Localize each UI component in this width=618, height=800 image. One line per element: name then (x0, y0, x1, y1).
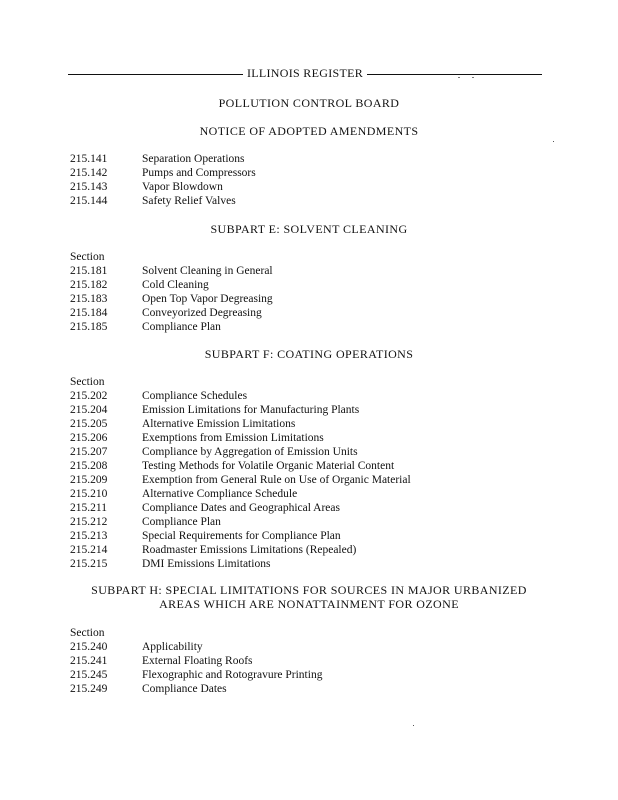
list-item: 215.212 Compliance Plan (70, 516, 221, 528)
list-item: 215.144 Safety Relief Valves (70, 195, 236, 207)
board-title: POLLUTION CONTROL BOARD (218, 96, 400, 110)
list-item: 215.141 Separation Operations (70, 153, 245, 165)
register-header (68, 66, 542, 81)
list-item: 215.213 Special Requirements for Compliance Plan (70, 530, 341, 542)
subpart-f-list (70, 375, 550, 571)
list-item: 215.184 Conveyorized Degreasing (70, 307, 262, 319)
list-item: 215.208 Testing Methods for Volatile Organic Material Content (70, 460, 395, 472)
list-item: 215.241 External Floating Roofs (70, 655, 253, 667)
subpart-h-list (70, 626, 550, 696)
list-item: 215.240 Applicability (70, 641, 203, 653)
list-item: 215.183 Open Top Vapor Degreasing (70, 293, 273, 305)
list-item: 215.182 Cold Cleaning (70, 279, 209, 291)
list-item: 215.143 Vapor Blowdown (70, 181, 223, 193)
subpart-h-heading-line2: AREAS WHICH ARE NONATTAINMENT FOR OZONE (159, 597, 459, 611)
list-item: 215.249 Compliance Dates (70, 683, 227, 695)
section-label: Section (70, 251, 105, 263)
top-section-list (70, 152, 550, 208)
section-label: Section (70, 627, 105, 639)
subpart-f-heading: SUBPART F: COATING OPERATIONS (204, 347, 414, 361)
notice-title: NOTICE OF ADOPTED AMENDMENTS (199, 124, 419, 138)
list-item: 215.215 DMI Emissions Limitations (70, 558, 271, 570)
list-item: 215.245 Flexographic and Rotogravure Printing (70, 669, 323, 681)
list-item: 215.185 Compliance Plan (70, 321, 221, 333)
section-label: Section (70, 376, 105, 388)
list-item: 215.210 Alternative Compliance Schedule (70, 488, 298, 500)
scan-speck (413, 725, 414, 726)
subpart-e-heading: SUBPART E: SOLVENT CLEANING (210, 222, 408, 236)
list-item: 215.204 Emission Limitations for Manufacturing Plants (70, 404, 360, 416)
list-item: 215.142 Pumps and Compressors (70, 167, 256, 179)
scan-speck (553, 141, 554, 142)
list-item: 215.202 Compliance Schedules (70, 390, 248, 402)
list-item: 215.207 Compliance by Aggregation of Emission Units (70, 446, 358, 458)
list-item: 215.211 Compliance Dates and Geographical Areas (70, 502, 340, 514)
list-item: 215.181 Solvent Cleaning in General (70, 265, 273, 277)
register-title: ILLINOIS REGISTER (243, 66, 367, 80)
list-item: 215.205 Alternative Emission Limitations (70, 418, 296, 430)
subpart-h-heading-line1: SUBPART H: SPECIAL LIMITATIONS FOR SOURCES IN MAJOR URBANIZED (91, 583, 527, 597)
list-item: 215.206 Exemptions from Emission Limitations (70, 432, 324, 444)
subpart-e-list (70, 250, 550, 334)
list-item: 215.209 Exemption from General Rule on Use of Organic Material (70, 474, 411, 486)
list-item: 215.214 Roadmaster Emissions Limitations (Repealed) (70, 544, 357, 556)
